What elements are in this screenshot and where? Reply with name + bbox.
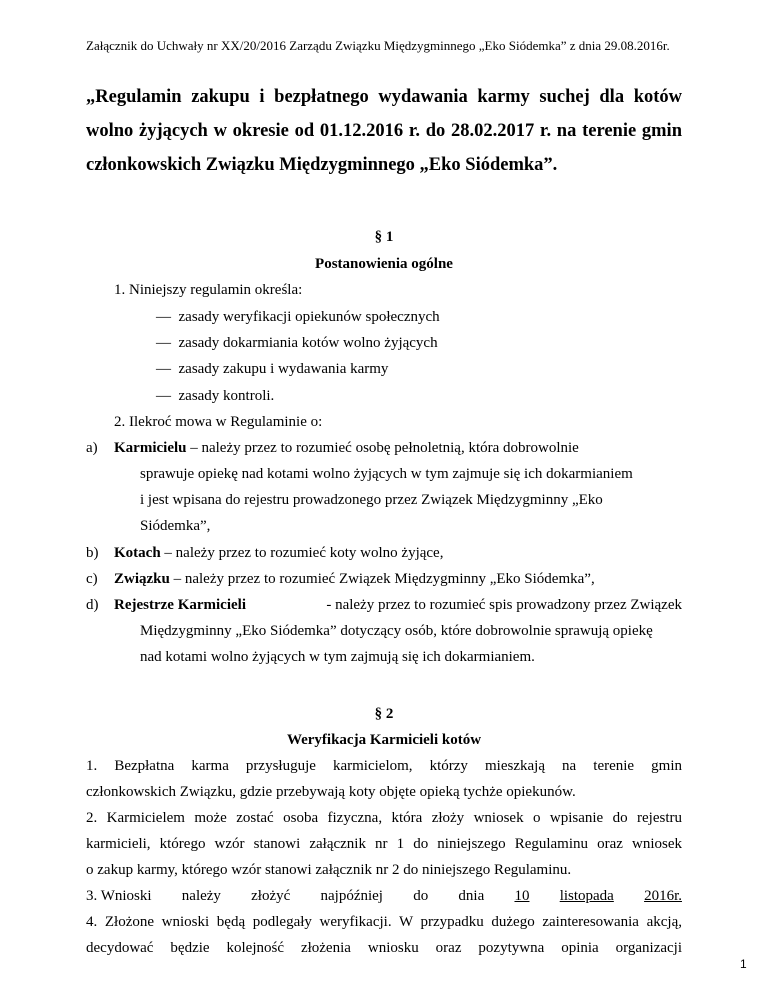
definition-a: Karmicielu – należy przez to rozumieć osobę pełnoletnią, która dobrowolnie xyxy=(114,440,579,456)
definition-b: Kotach – należy przez to rozumieć koty wolno żyjące, xyxy=(114,545,444,561)
list-label-b: b) xyxy=(86,545,99,561)
term-rejestr: Rejestrze Karmicieli xyxy=(114,597,247,613)
deadline-month: listopada xyxy=(559,888,614,904)
s2-paragraph-4-line-1: 4. Złożone wnioski będą podlegały weryfikacji. W przypadku dużego zainteresowania akcją, xyxy=(86,914,682,930)
page-header: Załącznik do Uchwały nr XX/20/2016 Zarządu Związku Międzygminnego „Eko Siódemka” z dnia 29.08.2016r. xyxy=(86,38,670,53)
dash-icon: — xyxy=(156,309,171,325)
definition-d: Rejestrze Karmicieli - należy przez to rozumieć spis prowadzony przez Związek xyxy=(114,597,682,613)
dash-item: — zasady kontroli. xyxy=(156,388,275,404)
s2-paragraph-2-line-3: o zakup karmy, którego wzór stanowi załącznik nr 2 do niniejszego Regulaminu. xyxy=(86,862,572,878)
definition-d-line-3: nad kotami wolno żyjących w tym zajmują się ich dokarmianiem. xyxy=(140,649,535,665)
section-1-heading: Postanowienia ogólne xyxy=(315,256,453,272)
dash-item: — zasady dokarmiania kotów wolno żyjących xyxy=(156,335,438,351)
s2-paragraph-3: 3. Wnioski należy złożyć najpóźniej do dnia 10 listopada 2016r. xyxy=(86,888,682,904)
definition-a-line-3: i jest wpisana do rejestru prowadzonego przez Związek Międzygminny „Eko xyxy=(140,492,603,508)
dash-icon: — xyxy=(156,388,171,404)
s2-paragraph-2-line-1: 2. Karmicielem może zostać osoba fizyczna, która złoży wniosek o wpisanie do rejestru xyxy=(86,810,682,826)
list-label-d: d) xyxy=(86,597,99,613)
deadline-day: 10 xyxy=(514,888,530,904)
list-label-a: a) xyxy=(86,440,98,456)
deadline-year: 2016r. xyxy=(644,888,682,904)
dash-item: — zasady weryfikacji opiekunów społecznych xyxy=(156,309,440,325)
s2-paragraph-1-line-2: członkowskich Związku, gdzie przebywają koty objęte opieką tychże opiekunów. xyxy=(86,784,576,800)
list-label-c: c) xyxy=(86,571,98,587)
dash-icon: — xyxy=(156,335,171,351)
page-number: 1 xyxy=(740,957,747,971)
definition-a-line-4: Siódemka”, xyxy=(140,518,211,534)
s1-item-2: 2. Ilekroć mowa w Regulaminie o: xyxy=(114,414,323,430)
section-2-number: § 2 xyxy=(374,706,394,722)
s2-paragraph-1-line-1: 1. Bezpłatna karma przysługuje karmicielom, którzy mieszkają na terenie gmin xyxy=(86,758,682,774)
definition-a-line-2: sprawuje opiekę nad kotami wolno żyjących w tym zajmuje się ich dokarmianiem xyxy=(140,466,633,482)
s2-paragraph-4-line-2: decydować będzie kolejność złożenia wniosku oraz pozytywna opinia organizacji xyxy=(86,940,682,956)
definition-c: Związku – należy przez to rozumieć Związek Międzygminny „Eko Siódemka”, xyxy=(114,571,595,587)
term-koty: Kotach xyxy=(114,545,161,561)
s2-paragraph-2-line-2: karmicieli, którego wzór stanowi załącznik nr 1 do niniejszego Regulaminu oraz wniosek xyxy=(86,836,682,852)
term-karmiciel: Karmicielu xyxy=(114,440,187,456)
section-2-heading: Weryfikacja Karmicieli kotów xyxy=(286,732,482,748)
s1-item-1: 1. Niniejszy regulamin określa: xyxy=(114,282,303,298)
term-zwiazek: Związku xyxy=(114,571,170,587)
dash-item: — zasady zakupu i wydawania karmy xyxy=(156,361,389,377)
dash-icon: — xyxy=(156,361,171,377)
definition-d-line-2: Międzygminny „Eko Siódemka” dotyczący osób, które dobrowolnie sprawują opiekę xyxy=(140,623,653,639)
document-title: „Regulamin zakupu i bezpłatnego wydawania karmy suchej dla kotów wolno żyjących w okresie od 01.12.2016 r. do 28.02.2017 r. na terenie gmin członkowskich Związku Międzygminnego „Eko Siódemka”. xyxy=(86,87,682,175)
section-1-number: § 1 xyxy=(374,229,394,245)
